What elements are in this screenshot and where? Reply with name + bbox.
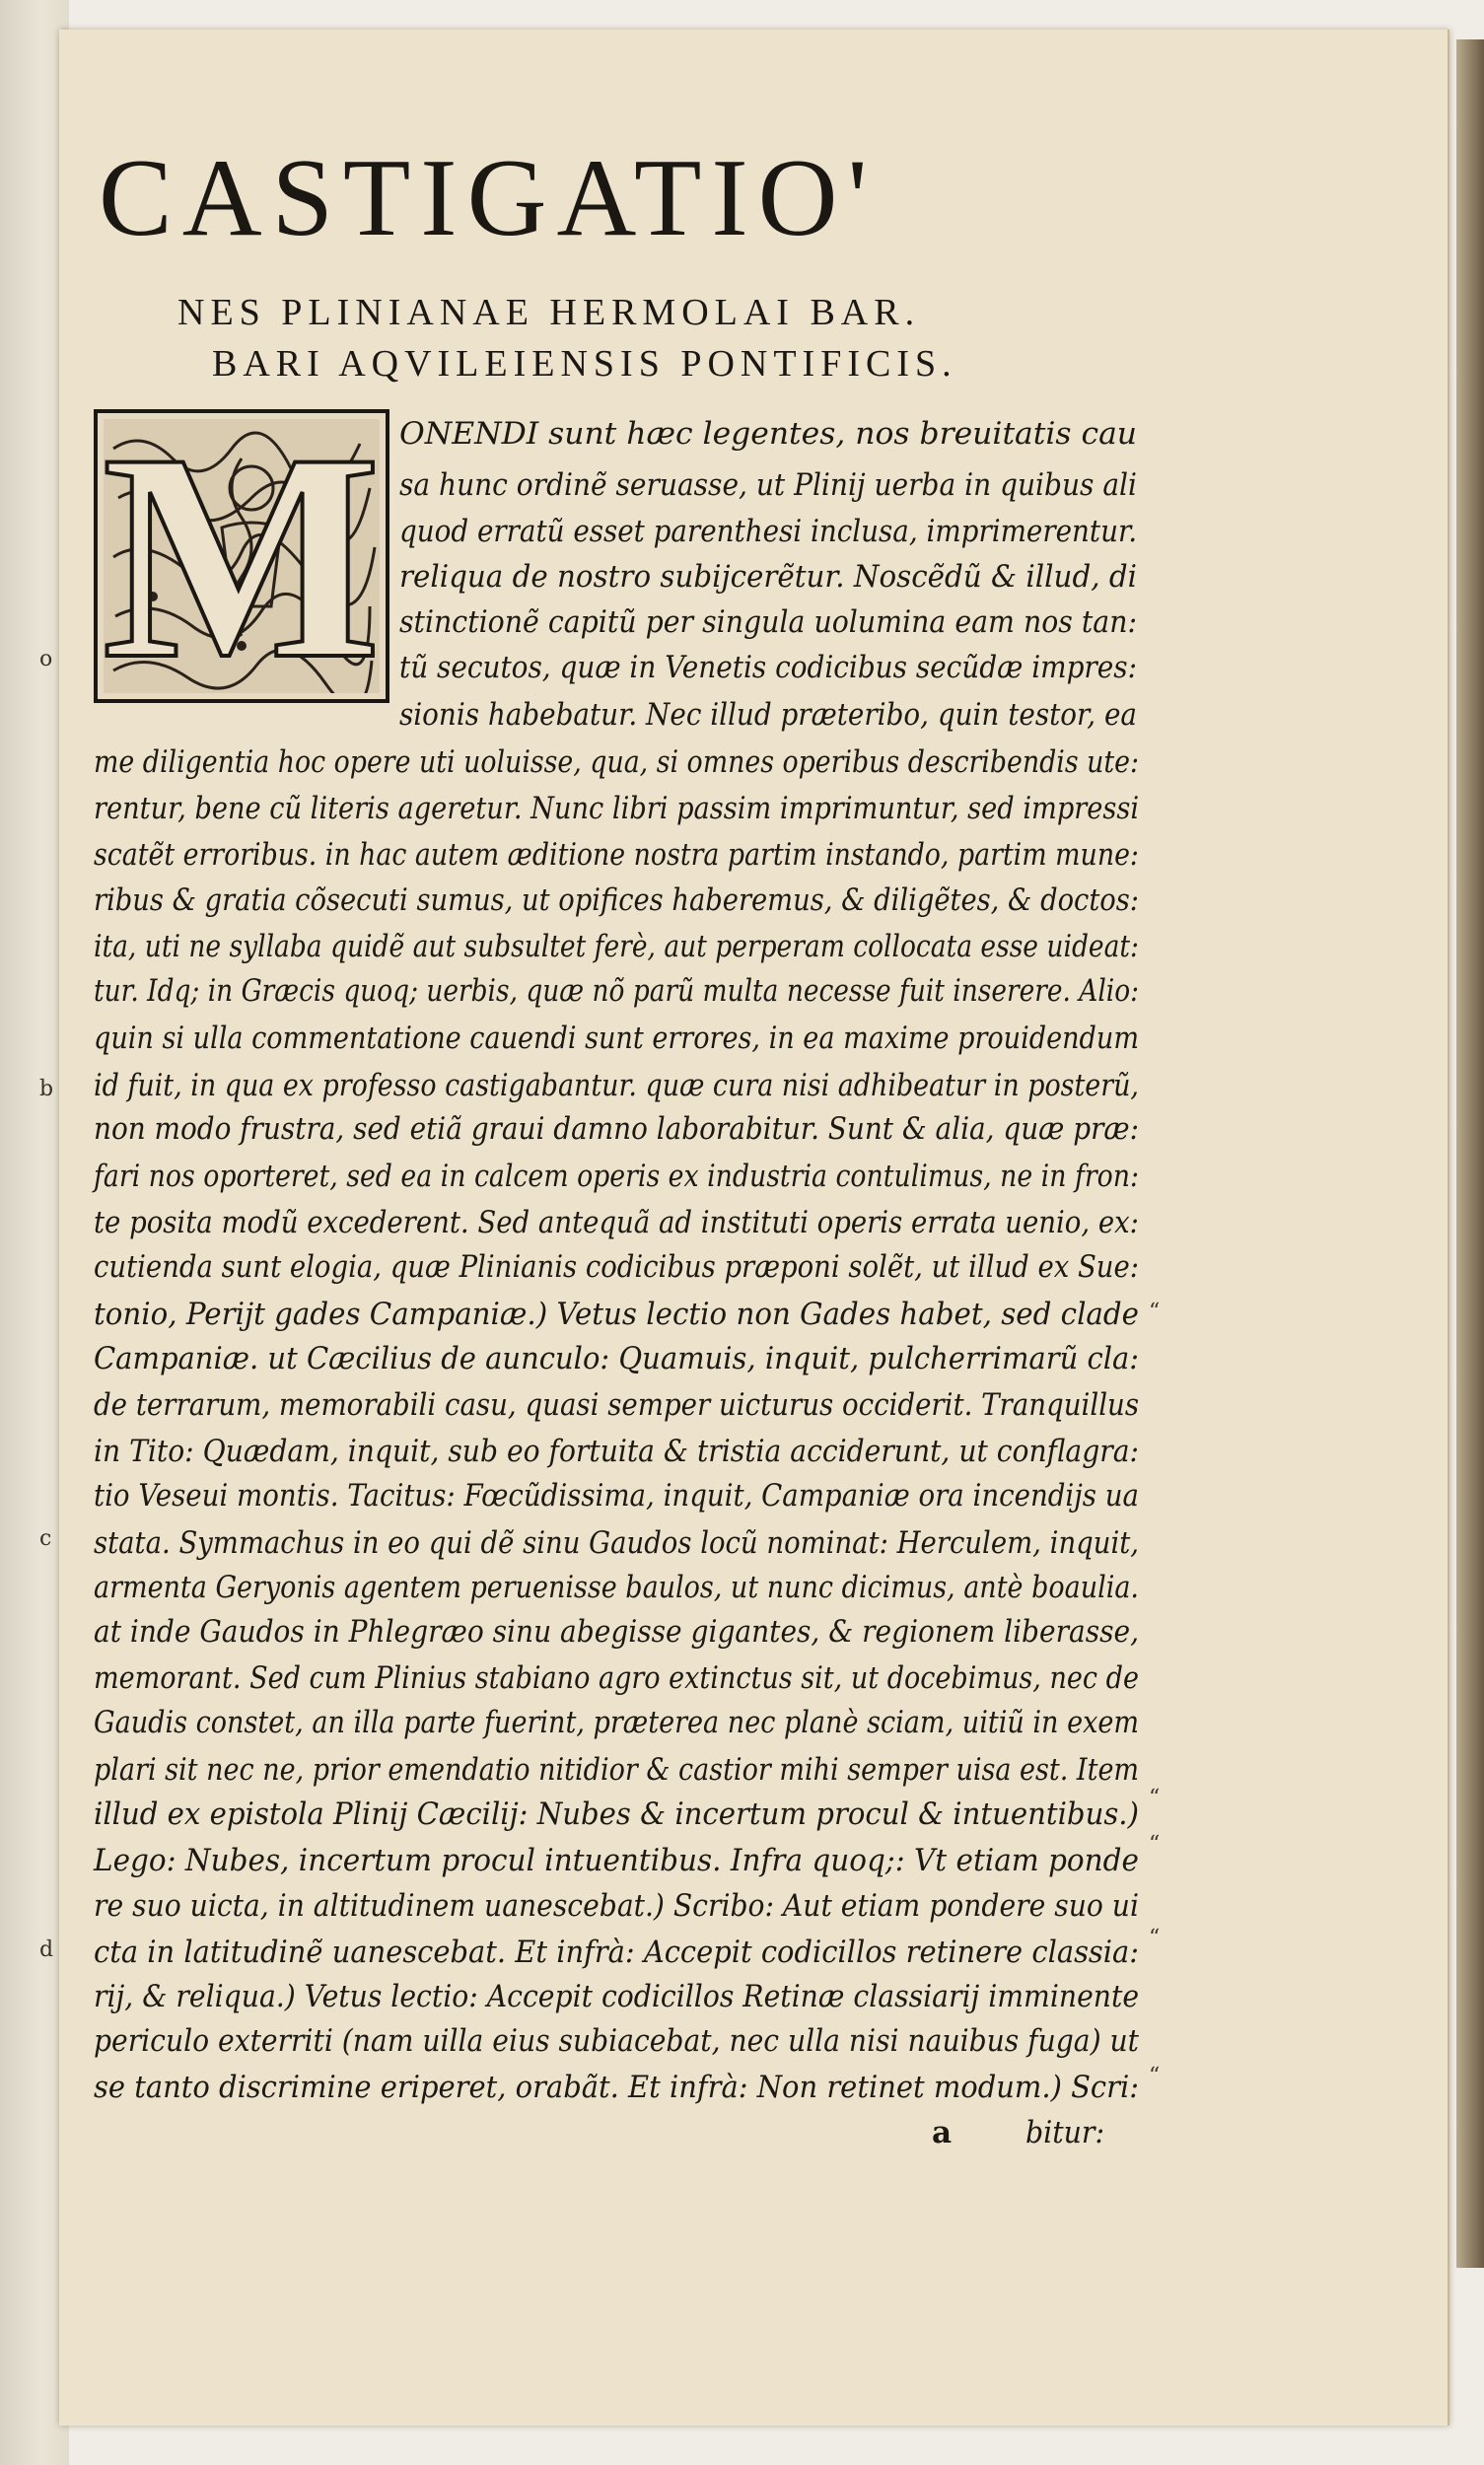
text-line: cutienda sunt elogia, quæ Plinianis codicibus præponi solẽt, ut illud ex Sue: (94, 1249, 1140, 1285)
text-line: in Tito: Quædam, inquit, sub eo fortuita & tristia acciderunt, ut conflagra: (94, 1434, 1139, 1469)
subtitle-line-1: NES PLINIANAE HERMOLAI BAR. (177, 292, 921, 333)
signature-mark: a (932, 2115, 953, 2150)
text-line: armenta Geryonis agentem peruenisse baulos, ut nunc dicimus, antè boaulia. (94, 1570, 1140, 1605)
text-line: Lego: Nubes, incertum procul intuentibus. Infra quoq;: Vt etiam ponde (94, 1843, 1139, 1878)
text-line: sionis habebatur. Nec illud præteribo, quin testor, ea (399, 697, 1137, 733)
text-line: tũ secutos, quæ in Venetis codicibus secũdæ impres: (399, 650, 1137, 685)
text-line: Gaudis constet, an illa parte fuerint, præterea nec planè sciam, uitiũ in exem (94, 1705, 1140, 1740)
text-line: ONENDI sunt hæc legentes, nos breuitatis cau (399, 416, 1138, 452)
initial-letter: M (102, 392, 382, 720)
margin-mark: “ (1149, 1926, 1161, 1950)
text-line: ribus & gratia cõsecuti sumus, ut opifices haberemus, & diligẽtes, & doctos: (94, 882, 1139, 918)
text-line: scatẽt erroribus. in hac autem æditione nostra partim instando, partim mune: (94, 837, 1139, 873)
body-text (39, 30, 1449, 2426)
text-line: quin si ulla commentatione cauendi sunt errores, in ea maxime prouidendum (94, 1021, 1140, 1056)
margin-mark: “ (1149, 1300, 1161, 1324)
text-line: te posita modũ excederent. Sed antequã ad instituti operis errata uenio, ex: (94, 1205, 1139, 1240)
text-line: periculo exterriti (nam uilla eius subiacebat, nec ulla nisi nauibus fuga) ut (94, 2023, 1139, 2059)
text-line: non modo frustra, sed etiã graui damno laborabitur. Sunt & alia, quæ præ: (94, 1111, 1140, 1147)
text-line: at inde Gaudos in Phlegræo sinu abegisse gigantes, & regionem liberasse, (94, 1614, 1140, 1650)
margin-mark: “ (1149, 1786, 1161, 1810)
margin-mark: o (39, 647, 53, 671)
text-line: se tanto discrimine eriperet, orabãt. Et infrà: Non retinet modum.) Scri: (94, 2070, 1140, 2105)
text-line: id fuit, in qua ex professo castigabantur. quæ cura nisi adhibeatur in posterũ, (94, 1068, 1139, 1103)
text-line: stata. Symmachus in eo qui dẽ sinu Gaudos locũ nominat: Herculem, inquit, (94, 1525, 1140, 1561)
text-line: quod erratũ esset parenthesi inclusa, imprimerentur. (399, 514, 1138, 549)
margin-mark: d (39, 1937, 54, 1962)
text-line: re suo uicta, in altitudinem uanescebat.) Scribo: Aut etiam pondere suo ui (94, 1888, 1139, 1924)
book-page (39, 30, 1449, 2426)
text-line: stinctionẽ capitũ per singula uolumina eam nos tan: (399, 604, 1138, 640)
text-line: reliqua de nostro subijcerẽtur. Noscẽdũ & illud, di (399, 559, 1138, 595)
text-line: rij, & reliqua.) Vetus lectio: Accepit codicillos Retinæ classiarij imminente (94, 1979, 1140, 2014)
text-line: Campaniæ. ut Cæcilius de aunculo: Quamuis, inquit, pulcherrimarũ cla: (94, 1341, 1140, 1376)
text-line: rentur, bene cũ literis ageretur. Nunc libri passim imprimuntur, sed impressi (94, 791, 1140, 826)
subtitle-line-2: BARI AQVILEIENSIS PONTIFICIS. (212, 343, 957, 385)
text-line: fari nos oporteret, sed ea in calcem operis ex industria contulimus, ne in fron: (94, 1159, 1139, 1194)
text-line: de terrarum, memorabili casu, quasi semper uicturus occiderit. Tranquillus (94, 1387, 1140, 1423)
margin-mark: b (39, 1077, 54, 1101)
text-line: ita, uti ne syllaba quidẽ aut subsultet ferè, aut perperam collocata esse uideat: (94, 929, 1139, 964)
text-line: tonio, Perijt gades Campaniæ.) Vetus lectio non Gades habet, sed clade (94, 1297, 1140, 1332)
text-line: me diligentia hoc opere uti uoluisse, qua, si omnes operibus describendis ute: (94, 744, 1140, 780)
text-line: tio Veseui montis. Tacitus: Fœcũdissima, inquit, Campaniæ ora incendijs ua (94, 1478, 1140, 1514)
text-line: plari sit nec ne, prior emendatio nitidior & castior mihi semper uisa est. Item (94, 1752, 1140, 1788)
text-line: tur. Idq; in Græcis quoq; uerbis, quæ nõ parũ multa necesse fuit inserere. Alio: (94, 973, 1140, 1009)
margin-mark: “ (1149, 2064, 1161, 2088)
text-line: sa hunc ordinẽ seruasse, ut Plinij uerba in quibus ali (399, 467, 1137, 503)
text-line: cta in latitudinẽ uanescebat. Et infrà: Accepit codicillos retinere classia: (94, 1935, 1140, 1970)
text-line: memorant. Sed cum Plinius stabiano agro extinctus sit, ut docebimus, nec de (94, 1660, 1139, 1696)
text-line: illud ex epistola Plinij Cæcilij: Nubes & incertum procul & intuentibus.) (94, 1796, 1139, 1832)
spine-shadow (1456, 39, 1484, 2268)
margin-mark: c (39, 1526, 52, 1551)
page-title: CASTIGATIO' (99, 137, 878, 259)
text-line: bitur: (1025, 2115, 1105, 2150)
margin-mark: “ (1149, 1832, 1161, 1857)
